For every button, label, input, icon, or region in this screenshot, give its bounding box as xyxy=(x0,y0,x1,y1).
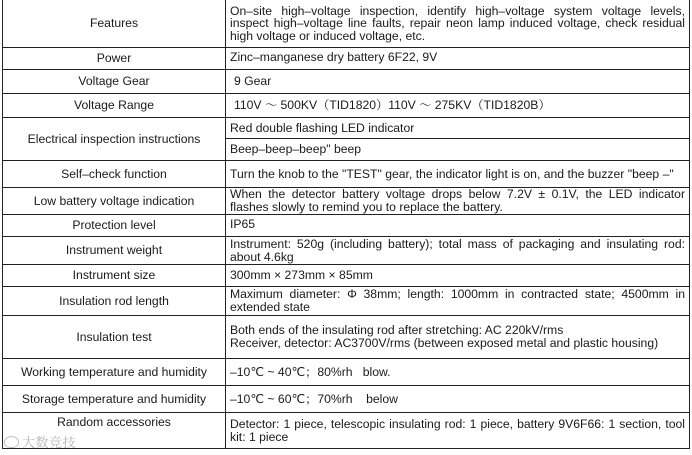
table-row xyxy=(3,359,690,386)
table-row xyxy=(3,215,690,237)
voltage-gear-label: Voltage Gear xyxy=(3,70,226,94)
electrical-inspection-label: Electrical inspection instructions xyxy=(3,118,226,161)
watermark-text: 大数竞技 xyxy=(22,436,77,451)
table-row xyxy=(3,161,690,188)
watermark xyxy=(4,432,76,451)
storage-temperature-value: –10℃ ~ 60℃；70%rh below xyxy=(226,386,690,413)
specifications-table xyxy=(2,0,690,449)
low-battery-value: When the detector battery voltage drops below 7.2V ± 0.1V, the LED indicator flashes slowly to remind you to replace the battery. xyxy=(226,188,690,215)
protection-level-value: IP65 xyxy=(226,215,690,237)
random-accessories-value: Detector: 1 piece, telescopic insulating rod: 1 piece, battery 9V6F66: 1 section, tool kit: 1 piece xyxy=(226,413,690,449)
table-row xyxy=(3,0,690,48)
self-check-label: Self–check function xyxy=(3,161,226,188)
insulation-rod-length-label: Insulation rod length xyxy=(3,287,226,316)
instrument-weight-value: Instrument: 520g (including battery); total mass of packaging and insulating rod: about 4.6kg xyxy=(226,237,690,265)
voltage-range-value: 110V ～ 500KV（TID1820）110V ～ 275KV（TID1820B） xyxy=(226,94,690,118)
table-row xyxy=(3,48,690,70)
watermark-logo-icon xyxy=(4,436,19,448)
insulation-test-label: Insulation test xyxy=(3,316,226,359)
table-row xyxy=(3,265,690,287)
working-temperature-value: –10℃ ~ 40℃；80%rh blow. xyxy=(226,359,690,386)
self-check-value: Turn the knob to the "TEST" gear, the indicator light is on, and the buzzer "beep –" xyxy=(226,161,690,188)
power-value: Zinc–manganese dry battery 6F22, 9V xyxy=(226,48,690,70)
table-row xyxy=(3,70,690,94)
insulation-test-line-receiver: Receiver, detector: AC3700V/rms (between exposed metal and plastic housing) xyxy=(230,336,659,350)
insulation-rod-length-value: Maximum diameter: Φ 38mm; length: 1000mm in contracted state; 4500mm in extended state xyxy=(226,287,690,316)
table-row xyxy=(3,188,690,215)
low-battery-label: Low battery voltage indication xyxy=(3,188,226,215)
storage-temperature-label: Storage temperature and humidity xyxy=(3,386,226,413)
instrument-weight-label: Instrument weight xyxy=(3,237,226,265)
electrical-inspection-value-led: Red double flashing LED indicator xyxy=(226,118,690,139)
working-temperature-label: Working temperature and humidity xyxy=(3,359,226,386)
random-accessories-label: Random accessories xyxy=(3,413,226,449)
features-value: On–site high–voltage inspection, identify high–voltage system voltage levels, inspect high–voltage line faults, repair neon lamp induced voltage, check residual high voltage or induced voltage, etc. xyxy=(226,0,690,48)
electrical-inspection-value-beep: Beep–beep–beep" beep xyxy=(226,139,690,161)
instrument-size-value: 300mm × 273mm × 85mm xyxy=(226,265,690,287)
table-row xyxy=(3,413,690,449)
protection-level-label: Protection level xyxy=(3,215,226,237)
insulation-test-line-rod: Both ends of the insulating rod after stretching: AC 220kV/rms xyxy=(230,323,564,338)
voltage-gear-value: 9 Gear xyxy=(226,70,690,94)
table-row xyxy=(3,287,690,316)
table-row xyxy=(3,94,690,118)
features-label: Features xyxy=(3,0,226,48)
table-row xyxy=(3,316,690,359)
insulation-test-value xyxy=(226,316,690,359)
power-label: Power xyxy=(3,48,226,70)
instrument-size-label: Instrument size xyxy=(3,265,226,287)
table-row xyxy=(3,237,690,265)
voltage-range-label: Voltage Range xyxy=(3,94,226,118)
table-row xyxy=(3,118,690,139)
table-row xyxy=(3,386,690,413)
